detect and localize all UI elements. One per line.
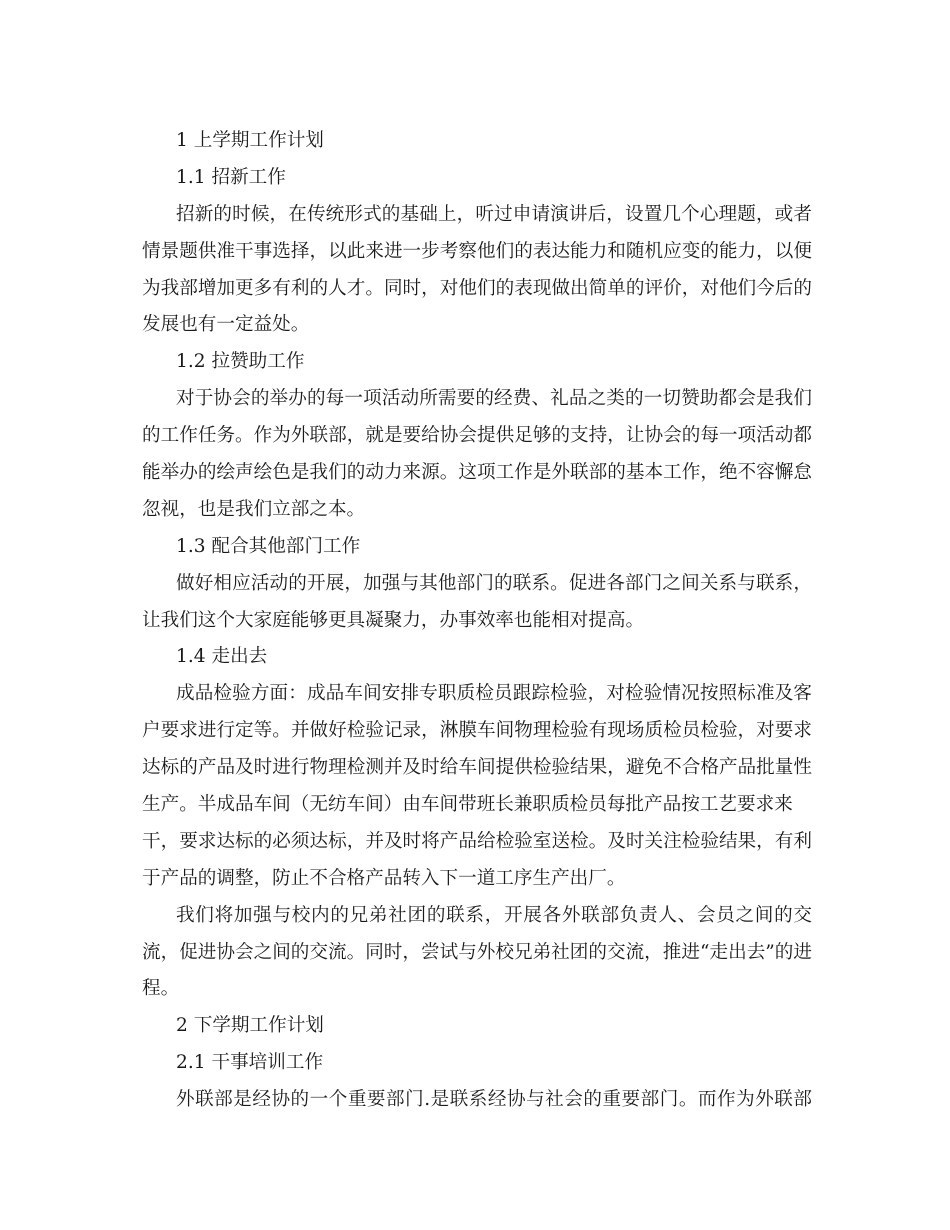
paragraph-line: 于产品的调整，防止不合格产品转入下一道工序生产出厂。 (142, 867, 626, 889)
paragraph-line: 能举办的绘声绘色是我们的动力来源。这项工作是外联部的基本工作，绝不容懈怠 (142, 462, 812, 484)
paragraph-line: 发展也有一定益处。 (142, 314, 310, 336)
paragraph-line: 干，要求达标的必须达标，并及时将产品给检验室送检。及时关注检验结果，有利 (142, 830, 812, 852)
paragraph-line: 流，促进协会之间的交流。同时，尝试与外校兄弟社团的交流，推进“走出去”的进 (142, 941, 812, 963)
paragraph-line: 对于协会的举办的每一项活动所需要的经费、礼品之类的一切赞助都会是我们 (176, 388, 812, 410)
subsection-heading-1-3: 1.3 配合其他部门工作 (176, 535, 361, 557)
section-heading-2: 2 下学期工作计划 (176, 1015, 324, 1037)
subsection-heading-1-1: 1.1 招新工作 (176, 166, 286, 188)
paragraph-line: 招新的时候，在传统形式的基础上，听过申请演讲后，设置几个心理题，或者 (176, 203, 812, 225)
subsection-heading-1-4: 1.4 走出去 (176, 646, 268, 668)
paragraph-line: 我们将加强与校内的兄弟社团的联系，开展各外联部负责人、会员之间的交 (176, 904, 812, 926)
paragraph-line: 让我们这个大家庭能够更具凝聚力，办事效率也能相对提高。 (142, 609, 645, 631)
paragraph-line: 忽视，也是我们立部之本。 (142, 498, 366, 520)
paragraph-line: 情景题供准干事选择，以此来进一步考察他们的表达能力和随机应变的能力，以便 (142, 240, 812, 262)
paragraph-line: 成品检验方面：成品车间安排专职质检员跟踪检验，对检验情况按照标准及客 (176, 683, 812, 705)
paragraph-line: 达标的产品及时进行物理检测并及时给车间提供检验结果，避免不合格产品批量性 (142, 757, 812, 779)
paragraph-line: 为我部增加更多有利的人才。同时，对他们的表现做出简单的评价，对他们今后的 (142, 277, 812, 299)
document-body (142, 123, 812, 1119)
paragraph-line: 户要求进行定等。并做好检验记录，淋膜车间物理检验有现场质检员检验，对要求 (142, 720, 812, 742)
paragraph-line: 程。 (142, 978, 180, 1000)
paragraph-line: 的工作任务。作为外联部，就是要给协会提供足够的支持，让协会的每一项活动都 (142, 425, 812, 447)
subsection-heading-1-2: 1.2 拉赞助工作 (176, 351, 305, 373)
paragraph-line: 做好相应活动的开展，加强与其他部门的联系。促进各部门之间关系与联系， (176, 572, 812, 594)
subsection-heading-2-1: 2.1 干事培训工作 (176, 1052, 324, 1074)
paragraph-line: 外联部是经协的一个重要部门.是联系经协与社会的重要部门。而作为外联部 (176, 1089, 812, 1111)
paragraph-line: 生产。半成品车间（无纺车间）由车间带班长兼职质检员每批产品按工艺要求来 (142, 794, 793, 816)
section-heading-1: 1 上学期工作计划 (176, 130, 324, 151)
